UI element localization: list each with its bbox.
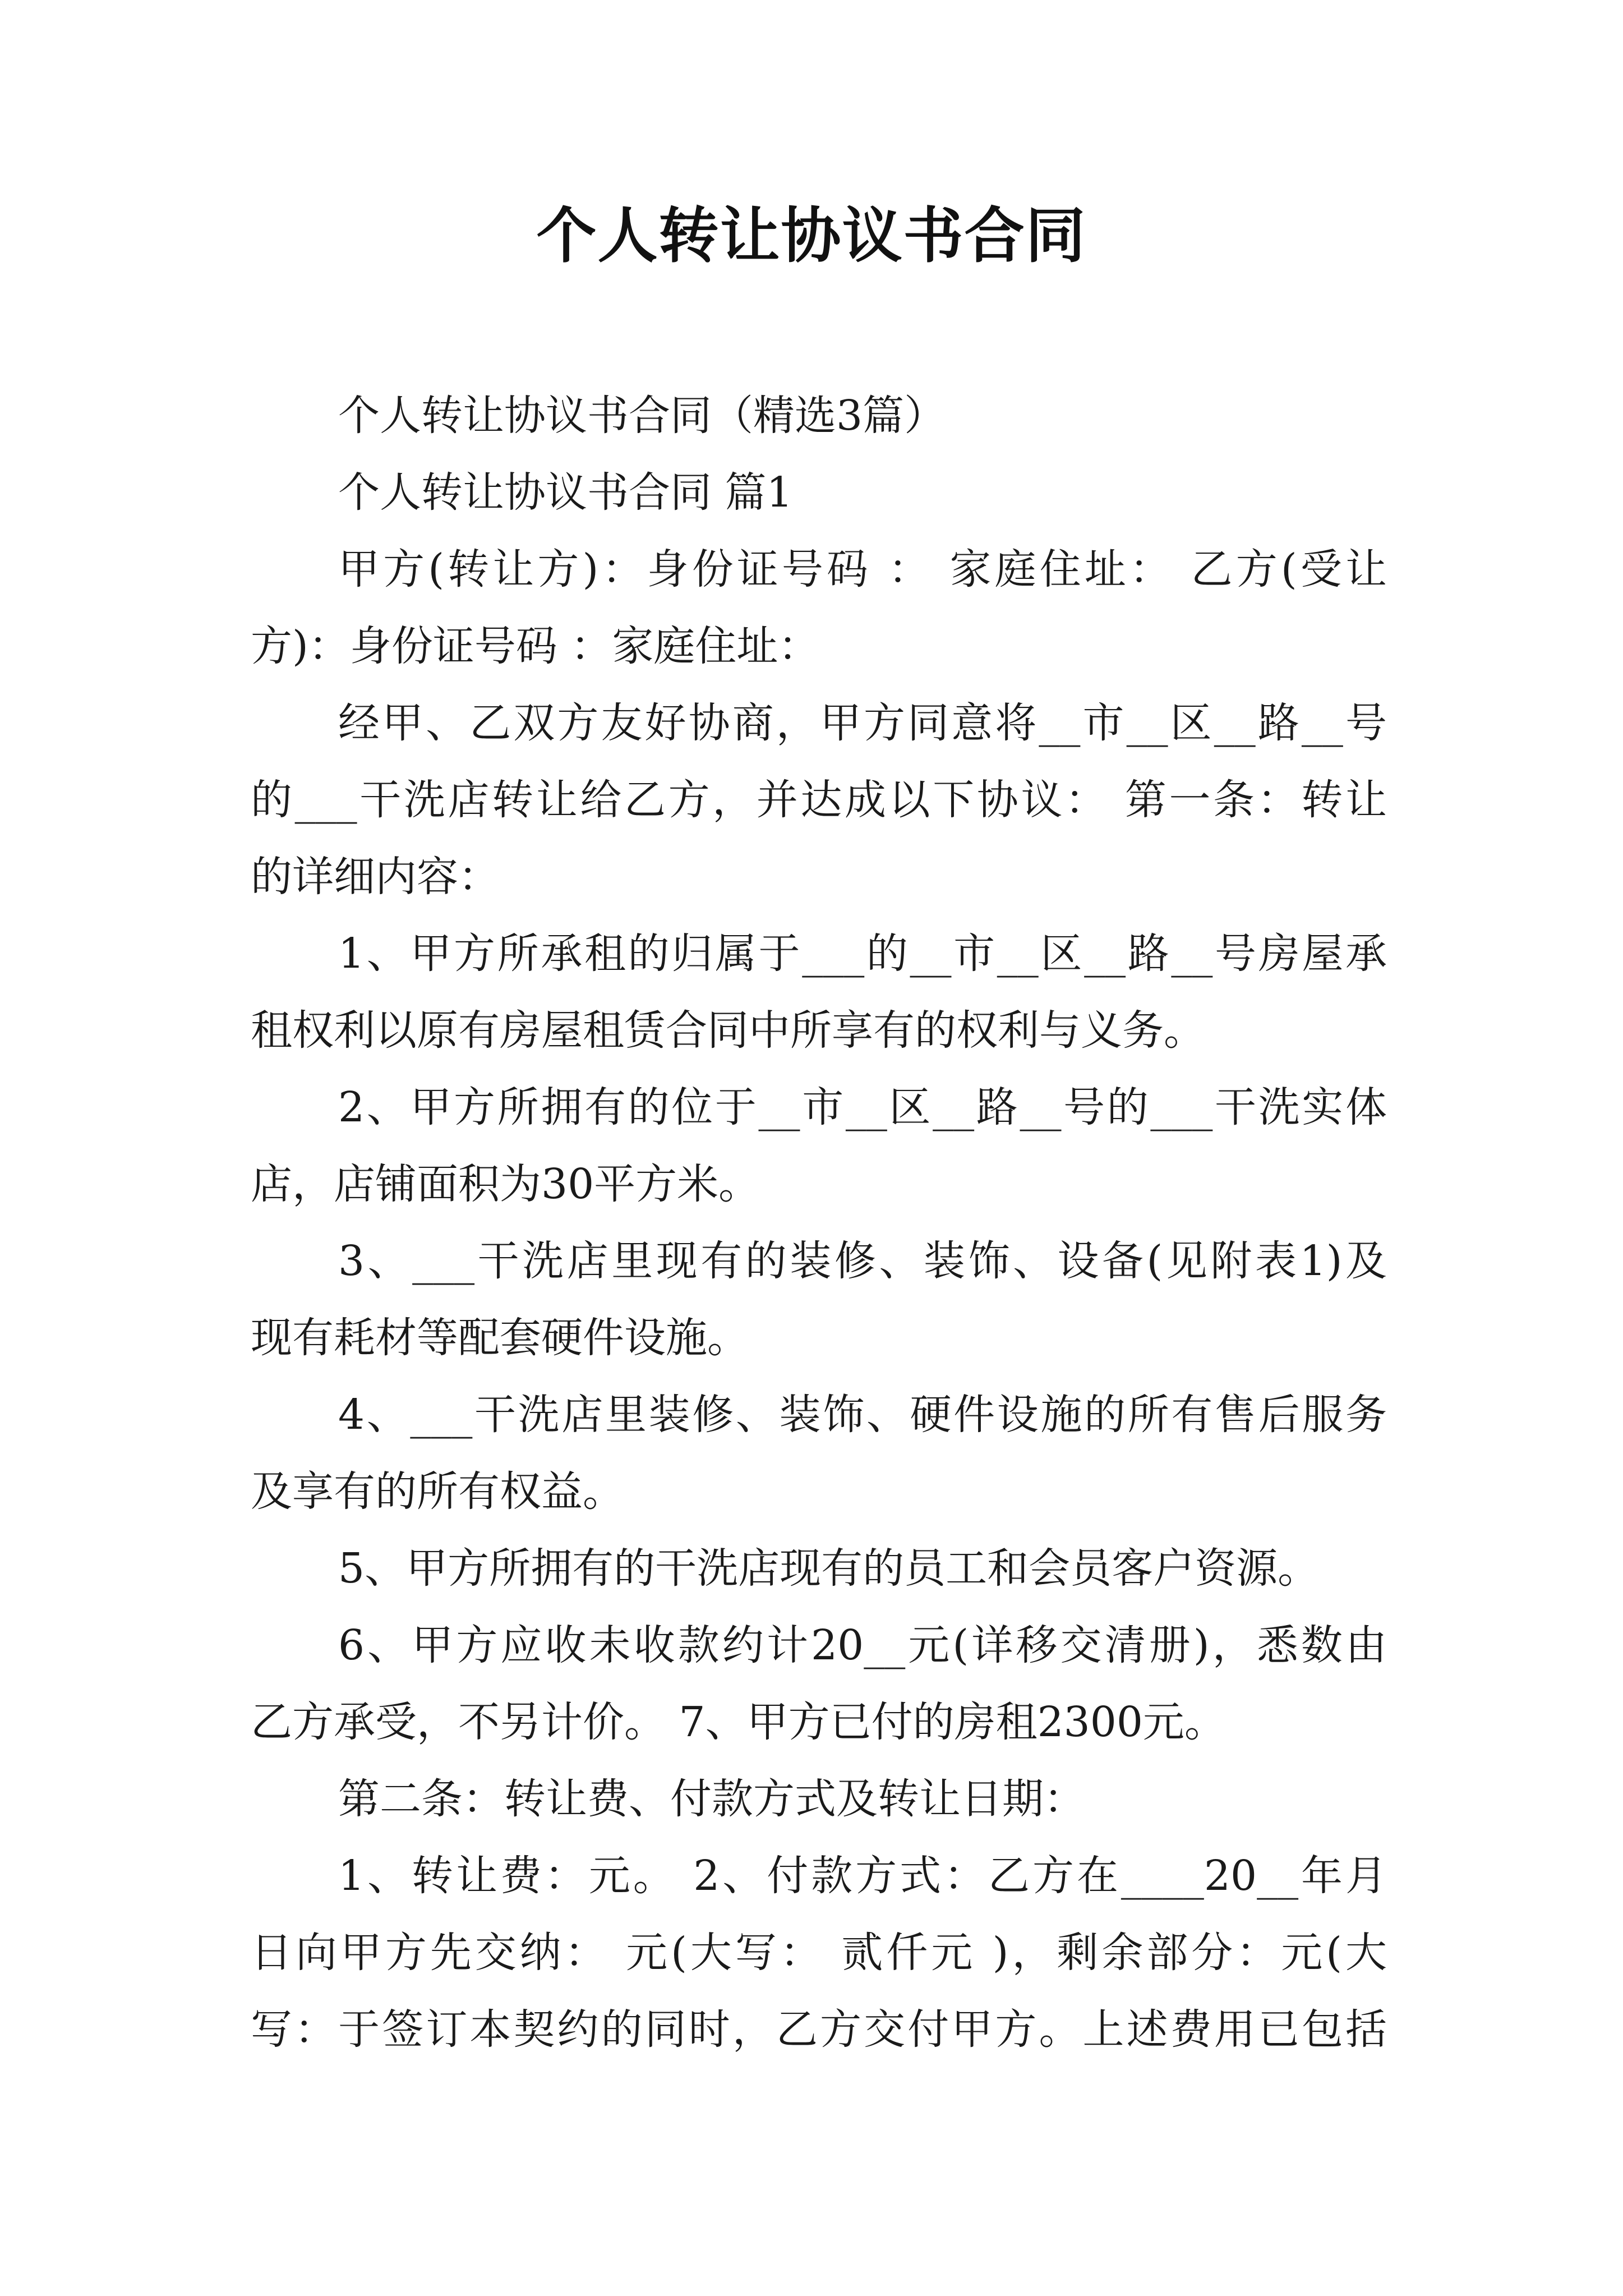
paragraph-line: 4、___干洗店里装修、装饰、硬件设施的所有售后服务 [338,1391,1387,1439]
paragraph [251,915,1387,1069]
paragraph-line: 6、甲方应收未收款约计20__元(详移交清册)，悉数由 [338,1621,1387,1669]
paragraph-line: 及享有的所有权益。 [251,1467,624,1516]
paragraph [251,531,1387,685]
paragraph-line: 日向甲方先交纳： 元(大写： 贰仟元 )，剩余部分：元(大 [251,1929,1387,1977]
paragraph-line: 现有耗材等配套硬件设施。 [251,1314,749,1362]
paragraph-line: 个人转让协议书合同（精选3篇） [338,392,946,440]
paragraph [251,1069,1387,1223]
paragraph [251,685,1387,915]
paragraph-line: 5、甲方所拥有的干洗店现有的员工和会员客户资源。 [338,1544,1320,1593]
paragraph-line: 第二条：转让费、付款方式及转让日期： [338,1775,1085,1823]
paragraph-line: 1、转让费：元。 2、付款方式：乙方在____20__年月 [338,1852,1387,1900]
paragraph-line: 1、甲方所承租的归属于___的__市__区__路__号房屋承 [338,930,1387,978]
page-title: 个人转让协议书合同 [536,201,1087,271]
paragraph-line: 的详细内容： [251,853,500,901]
paragraph-line: 方)：身份证号码 ：家庭住址： [251,622,820,670]
paragraph-line: 2、甲方所拥有的位于__市__区__路__号的___干洗实体 [338,1083,1387,1131]
document-body [251,378,1387,2068]
paragraph [251,1838,1387,2068]
paragraph-line: 甲方(转让方)：身份证号码 ： 家庭住址： 乙方(受让 [338,545,1387,593]
paragraph [251,1223,1387,1377]
paragraph-line: 乙方承受，不另计价。 7、甲方已付的房租2300元。 [251,1698,1226,1746]
paragraph-line: 店，店铺面积为30平方米。 [251,1160,760,1208]
paragraph-line: 的___干洗店转让给乙方，并达成以下协议： 第一条：转让 [251,776,1387,824]
paragraph-line: 经甲、乙双方友好协商，甲方同意将__市__区__路__号 [338,699,1387,747]
paragraph [251,1607,1387,1761]
paragraph [251,1377,1387,1530]
paragraph [251,1761,1387,1838]
paragraph-line: 写：于签订本契约的同时，乙方交付甲方。上述费用已包括 [251,2005,1387,2054]
paragraph-line: 个人转让协议书合同 篇1 [338,468,793,517]
paragraph-line: 3、___干洗店里现有的装修、装饰、设备(见附表1)及 [338,1237,1387,1285]
paragraph [251,1530,1387,1607]
paragraph [251,378,1387,454]
paragraph-line: 租权利以原有房屋租赁合同中所享有的权利与义务。 [251,1006,1205,1055]
paragraph [251,454,1387,531]
